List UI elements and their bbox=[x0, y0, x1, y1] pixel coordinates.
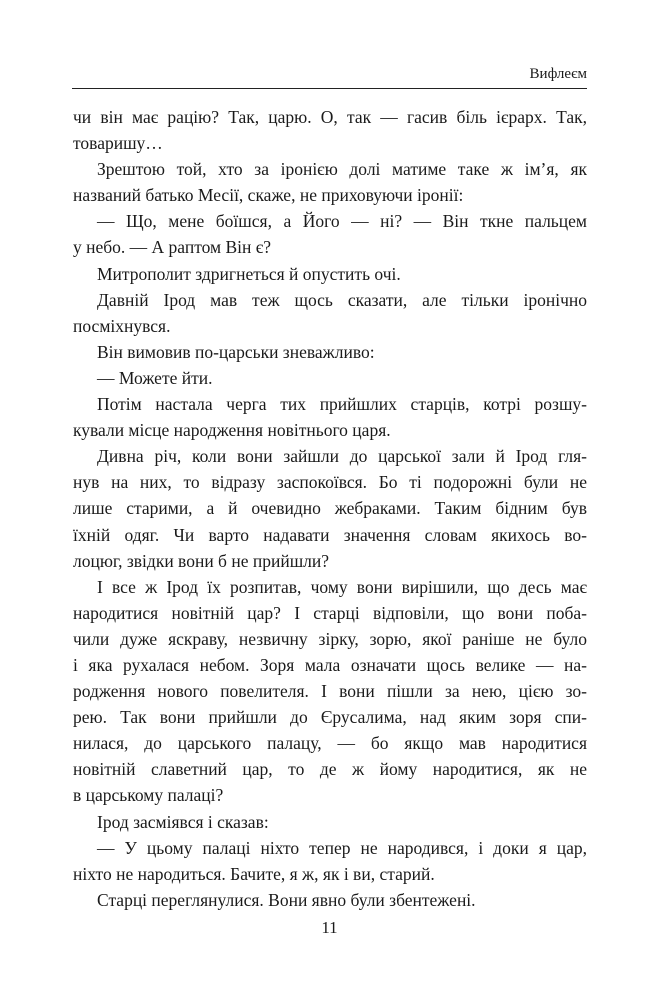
text-line: Давній Ірод мав теж щось сказати, але тільки іронічно bbox=[97, 289, 587, 310]
text-line: І все ж Ірод їх розпитав, чому вони вирішили, що десь має bbox=[97, 576, 587, 597]
text-line: — Що, мене боїшся, а Його — ні? — Він ткне пальцем bbox=[97, 211, 587, 232]
header-rule bbox=[72, 88, 587, 89]
text-line: — У цьому палаці ніхто тепер не народився, і доки я цар, bbox=[97, 837, 587, 858]
text-line: у небо. — А раптом Він є? bbox=[73, 237, 272, 258]
text-line: ніхто не народиться. Бачите, я ж, як і ви, старий. bbox=[73, 863, 435, 884]
running-title: Вифлеєм bbox=[529, 66, 587, 82]
text-line: новітній славетний цар, то де ж йому народитися, як не bbox=[73, 759, 587, 780]
text-line: нув на них, то відразу заспокоївся. Бо ті подорожні були не bbox=[73, 472, 587, 493]
text-line: чили дуже яскраву, незвичну зірку, зорю, якої раніше не було bbox=[73, 628, 587, 649]
text-line: народитися новітній цар? І старці відповіли, що вони поба- bbox=[73, 602, 587, 623]
text-line: Він вимовив по-царськи зневажливо: bbox=[97, 341, 375, 362]
text-line: Ірод засміявся і сказав: bbox=[97, 811, 269, 832]
text-line: родження нового повелителя. І вони пішли за нею, цією зо- bbox=[73, 681, 587, 702]
text-line: нилася, до царського палацу, — бо якщо мав народитися bbox=[73, 733, 587, 754]
text-line: рею. Так вони прийшли до Єрусалима, над яким зоря спи- bbox=[73, 707, 587, 728]
body-text bbox=[73, 104, 587, 913]
text-line: — Можете йти. bbox=[97, 367, 213, 388]
text-line: і яка рухалася небом. Зоря мала означати щось велике — на- bbox=[73, 654, 587, 675]
text-line: Потім настала черга тих прийшлих старців, котрі розшу- bbox=[97, 394, 587, 415]
text-line: лоцюг, звідки вони б не прийшли? bbox=[73, 550, 330, 571]
text-line: Старці переглянулися. Вони явно були збентежені. bbox=[97, 889, 476, 910]
text-line: Дивна річ, коли вони зайшли до царської зали й Ірод гля- bbox=[97, 446, 587, 467]
text-line: лише старими, а й очевидно жебраками. Таким бідним був bbox=[73, 498, 587, 519]
text-line: Зрештою той, хто за іронією долі матиме таке ж ім’я, як bbox=[97, 159, 587, 180]
page-number: 11 bbox=[321, 918, 338, 937]
text-line: Митрополит здригнеться й опустить очі. bbox=[97, 263, 401, 284]
text-line: чи він має рацію? Так, царю. О, так — гасив біль ієрарх. Так, bbox=[73, 107, 587, 127]
text-line: їхній одяг. Чи варто надавати значення словам якихось во- bbox=[73, 524, 587, 545]
text-line: кували місце народження новітнього царя. bbox=[73, 420, 391, 441]
text-line: названий батько Месії, скаже, не приховуючи іронії: bbox=[73, 185, 464, 206]
text-line: товаришу… bbox=[73, 133, 163, 154]
text-line: посміхнувся. bbox=[73, 315, 171, 336]
text-line: в царському палаці? bbox=[73, 785, 224, 806]
